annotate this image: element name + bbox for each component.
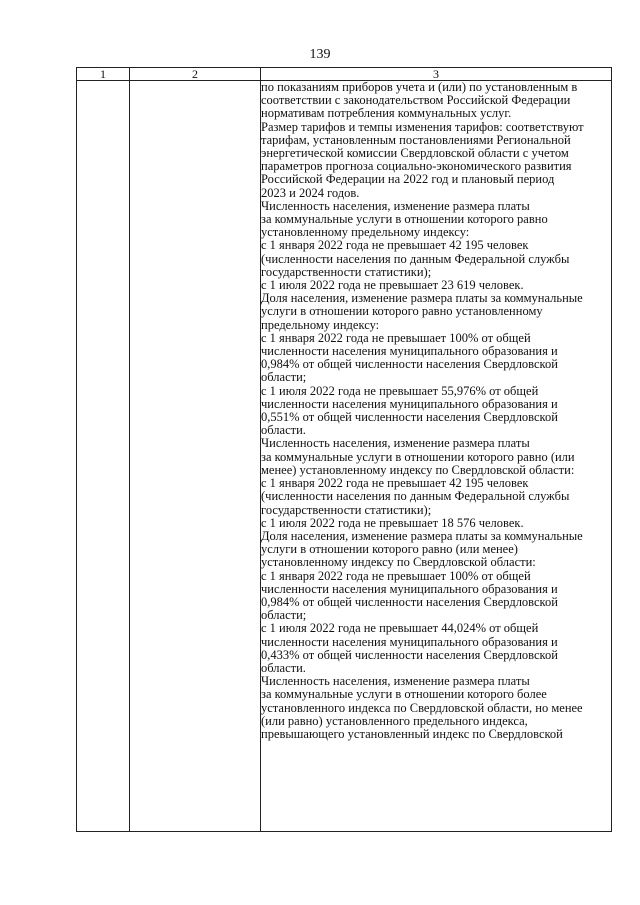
text-line: тарифам, установленным постановлениями Региональной [261,133,571,147]
text-line: установленному индексу по Свердловской области: [261,556,536,570]
text-line: (или равно) установленного предельного индекса, [261,714,528,728]
text-line: параметров прогноза социально-экономического развития [261,160,572,174]
text-line: Российской Федерации на 2022 год и плановый период [261,173,555,187]
text-line: области. [261,661,306,675]
text-line: услуги в отношении которого равно установленному [261,305,543,319]
text-line: Численность населения, изменение размера платы [261,675,530,689]
column-header-1: 1 [77,68,130,81]
text-line: государственности статистики); [261,265,432,279]
text-line: численности населения муниципального образования и [261,635,558,649]
text-line: (численности населения по данным Федеральной службы [261,252,570,266]
text-line: области; [261,609,307,623]
column-header-3: 3 [261,68,612,81]
text-line: с 1 июля 2022 года не превышает 55,976% от общей [261,384,539,398]
text-line: Численность населения, изменение размера платы [261,437,530,451]
table-header-row [77,68,612,81]
text-line: с 1 июля 2022 года не превышает 44,024% от общей [261,622,539,636]
table-row [77,81,612,832]
text-line: 0,984% от общей численности населения Свердловской [261,358,558,372]
cell-col-3 [261,81,612,832]
document-table [76,67,612,832]
text-line: установленному предельному индексу: [261,226,470,240]
text-line: 2023 и 2024 годов. [261,186,360,200]
text-line: численности населения муниципального образования и [261,582,558,596]
text-line: численности населения муниципального образования и [261,397,558,411]
text-line: за коммунальные услуги в отношении которого равно (или [261,450,575,464]
page-number: 139 [309,47,331,62]
text-line: 0,551% от общей численности населения Свердловской [261,411,558,425]
text-line: энергетической комиссии Свердловской области с учетом [261,147,569,161]
text-line: услуги в отношении которого равно (или менее) [261,543,518,557]
text-line: численности населения муниципального образования и [261,345,558,359]
text-line: области. [261,424,306,438]
text-line: за коммунальные услуги в отношении которого более [261,688,547,702]
text-line: Численность населения, изменение размера платы [261,199,530,213]
text-line: государственности статистики); [261,503,432,517]
text-line: за коммунальные услуги в отношении которого равно [261,213,548,227]
text-line: менее) установленному индексу по Свердловской области: [261,463,575,477]
column-header-2: 2 [130,68,261,81]
text-line: превышающего установленный индекс по Свердловской [261,727,563,741]
text-line: с 1 июля 2022 года не превышает 23 619 человек. [261,279,524,293]
text-line: Доля населения, изменение размера платы за коммунальные [261,529,583,543]
text-line: 0,433% от общей численности населения Свердловской [261,648,558,662]
text-line: по показаниям приборов учета и (или) по установленным в [261,81,578,94]
text-line: с 1 января 2022 года не превышает 42 195 человек [261,239,529,253]
text-line: области; [261,371,307,385]
text-line: Доля населения, изменение размера платы за коммунальные [261,292,583,306]
text-line: (численности населения по данным Федеральной службы [261,490,570,504]
text-line: нормативам потребления коммунальных услуг. [261,107,512,121]
text-line: с 1 июля 2022 года не превышает 18 576 человек. [261,516,524,530]
cell-col-2 [130,81,261,832]
text-line: соответствии с законодательством Российской Федерации [261,94,571,108]
text-line: 0,984% от общей численности населения Свердловской [261,595,558,609]
text-line: предельному индексу: [261,318,380,332]
text-line: установленного индекса по Свердловской области, но менее [261,701,583,715]
text-line: с 1 января 2022 года не превышает 100% от общей [261,569,531,583]
text-line: с 1 января 2022 года не превышает 100% от общей [261,331,531,345]
text-line: Размер тарифов и темпы изменения тарифов: соответствуют [261,120,584,134]
cell-col-1 [77,81,130,832]
text-line: с 1 января 2022 года не превышает 42 195 человек [261,477,529,491]
